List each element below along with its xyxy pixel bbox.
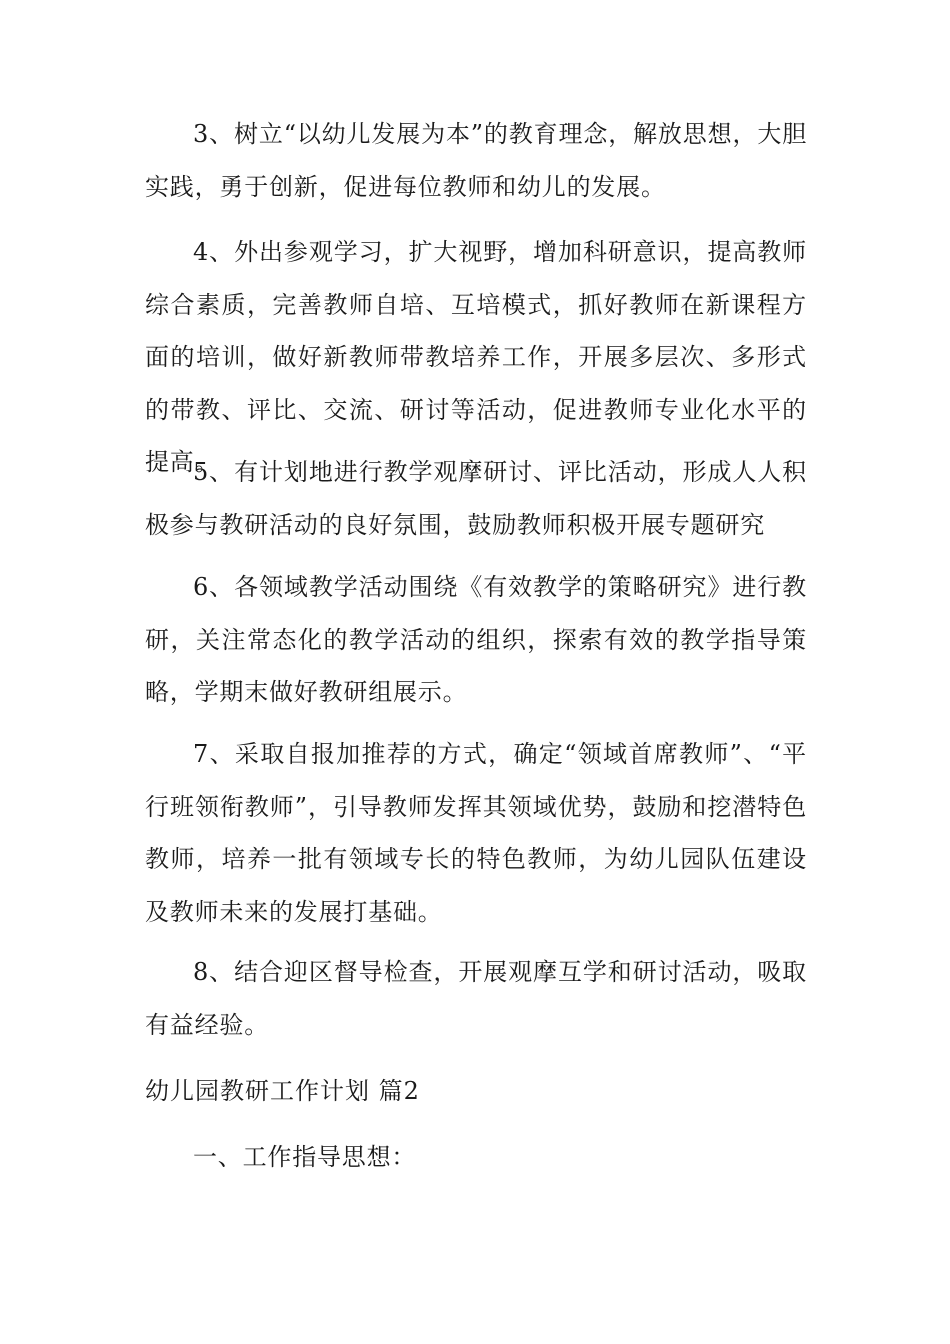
- paragraph-item-3: 3、树立“以幼儿发展为本”的教育理念，解放思想，大胆实践，勇于创新，促进每位教师和幼儿的发展。: [145, 120, 807, 201]
- paragraph-item-4: 4、外出参观学习，扩大视野，增加科研意识，提高教师综合素质，完善教师自培、互培模式，抓好教师在新课程方面的培训，做好新教师带教培养工作，开展多层次、多形式的带教、评比、交流、研讨等活动，促进教师专业化水平的提高。: [145, 238, 807, 476]
- section-subheading: 一、工作指导思想：: [193, 1143, 417, 1171]
- paragraph-item-6: 6、各领域教学活动围绕《有效教学的策略研究》进行教研，关注常态化的教学活动的组织，探索有效的教学指导策略，学期末做好教研组展示。: [145, 573, 807, 706]
- section-heading: 幼儿园教研工作计划 篇2: [145, 1077, 420, 1105]
- paragraph-item-5: 5、有计划地进行教学观摩研讨、评比活动，形成人人积极参与教研活动的良好氛围，鼓励教师积极开展专题研究: [145, 458, 807, 539]
- paragraph-item-8: 8、结合迎区督导检查，开展观摩互学和研讨活动，吸取有益经验。: [145, 958, 807, 1039]
- paragraph-item-7: 7、采取自报加推荐的方式，确定“领域首席教师”、“平行班领衔教师”，引导教师发挥其领域优势，鼓励和挖潜特色教师，培养一批有领域专长的特色教师，为幼儿园队伍建设及教师未来的发展打基础。: [145, 740, 807, 926]
